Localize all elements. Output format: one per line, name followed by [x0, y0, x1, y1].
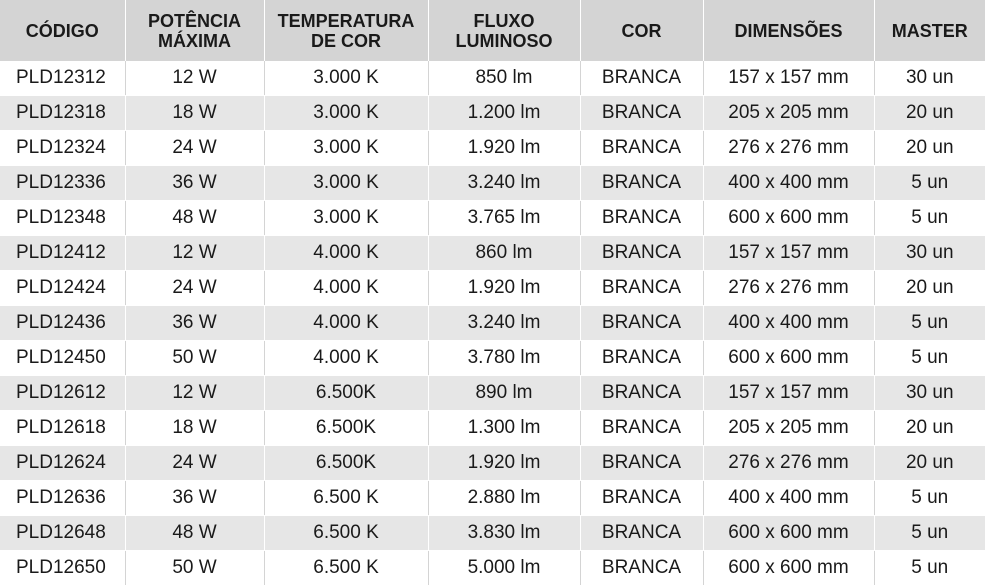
- cell-fluxo: 5.000 lm: [428, 551, 580, 586]
- cell-potencia: 24 W: [125, 446, 264, 481]
- cell-potencia: 36 W: [125, 306, 264, 341]
- cell-master: 20 un: [874, 411, 985, 446]
- cell-temperatura: 4.000 K: [264, 341, 428, 376]
- table-row: [0, 236, 985, 271]
- cell-potencia: 12 W: [125, 61, 264, 96]
- cell-dimensoes: 600 x 600 mm: [703, 551, 874, 586]
- table-row: [0, 166, 985, 201]
- cell-temperatura: 4.000 K: [264, 306, 428, 341]
- cell-cor: BRANCA: [580, 61, 703, 96]
- header-codigo: CÓDIGO: [0, 0, 125, 61]
- cell-dimensoes: 400 x 400 mm: [703, 481, 874, 516]
- cell-cor: BRANCA: [580, 131, 703, 166]
- cell-fluxo: 890 lm: [428, 376, 580, 411]
- header-cor: COR: [580, 0, 703, 61]
- table-row: [0, 201, 985, 236]
- cell-potencia: 24 W: [125, 271, 264, 306]
- cell-codigo: PLD12636: [0, 481, 125, 516]
- cell-dimensoes: 205 x 205 mm: [703, 411, 874, 446]
- cell-dimensoes: 276 x 276 mm: [703, 446, 874, 481]
- cell-fluxo: 3.765 lm: [428, 201, 580, 236]
- cell-fluxo: 1.300 lm: [428, 411, 580, 446]
- cell-fluxo: 2.880 lm: [428, 481, 580, 516]
- cell-fluxo: 1.920 lm: [428, 271, 580, 306]
- cell-temperatura: 6.500K: [264, 411, 428, 446]
- cell-dimensoes: 276 x 276 mm: [703, 271, 874, 306]
- cell-dimensoes: 400 x 400 mm: [703, 166, 874, 201]
- table-row: [0, 96, 985, 131]
- table-row: [0, 446, 985, 481]
- header-temperatura-de-cor: TEMPERATURA DE COR: [264, 0, 428, 61]
- cell-dimensoes: 157 x 157 mm: [703, 236, 874, 271]
- cell-master: 5 un: [874, 341, 985, 376]
- cell-codigo: PLD12624: [0, 446, 125, 481]
- cell-dimensoes: 157 x 157 mm: [703, 61, 874, 96]
- cell-fluxo: 1.920 lm: [428, 446, 580, 481]
- cell-temperatura: 3.000 K: [264, 166, 428, 201]
- cell-potencia: 12 W: [125, 376, 264, 411]
- cell-master: 5 un: [874, 516, 985, 551]
- cell-potencia: 18 W: [125, 411, 264, 446]
- cell-codigo: PLD12436: [0, 306, 125, 341]
- header-row: [0, 0, 985, 61]
- cell-master: 20 un: [874, 131, 985, 166]
- cell-potencia: 36 W: [125, 481, 264, 516]
- cell-codigo: PLD12650: [0, 551, 125, 586]
- table-row: [0, 61, 985, 96]
- cell-codigo: PLD12412: [0, 236, 125, 271]
- cell-fluxo: 850 lm: [428, 61, 580, 96]
- cell-codigo: PLD12618: [0, 411, 125, 446]
- cell-codigo: PLD12648: [0, 516, 125, 551]
- cell-temperatura: 6.500 K: [264, 481, 428, 516]
- cell-cor: BRANCA: [580, 201, 703, 236]
- cell-potencia: 48 W: [125, 516, 264, 551]
- header-potencia-maxima: POTÊNCIA MÁXIMA: [125, 0, 264, 61]
- table-row: [0, 551, 985, 586]
- cell-master: 30 un: [874, 236, 985, 271]
- cell-cor: BRANCA: [580, 341, 703, 376]
- cell-master: 5 un: [874, 481, 985, 516]
- cell-codigo: PLD12450: [0, 341, 125, 376]
- cell-temperatura: 3.000 K: [264, 131, 428, 166]
- table-row: [0, 411, 985, 446]
- table-row: [0, 271, 985, 306]
- cell-fluxo: 3.780 lm: [428, 341, 580, 376]
- cell-fluxo: 1.200 lm: [428, 96, 580, 131]
- header-fluxo-luminoso: FLUXO LUMINOSO: [428, 0, 580, 61]
- cell-cor: BRANCA: [580, 271, 703, 306]
- table-row: [0, 341, 985, 376]
- cell-potencia: 12 W: [125, 236, 264, 271]
- cell-codigo: PLD12324: [0, 131, 125, 166]
- header-dimensoes: DIMENSÕES: [703, 0, 874, 61]
- cell-codigo: PLD12612: [0, 376, 125, 411]
- cell-master: 5 un: [874, 201, 985, 236]
- cell-codigo: PLD12336: [0, 166, 125, 201]
- cell-dimensoes: 400 x 400 mm: [703, 306, 874, 341]
- cell-master: 20 un: [874, 96, 985, 131]
- table-row: [0, 516, 985, 551]
- cell-dimensoes: 600 x 600 mm: [703, 341, 874, 376]
- cell-fluxo: 3.240 lm: [428, 166, 580, 201]
- cell-cor: BRANCA: [580, 236, 703, 271]
- cell-temperatura: 6.500K: [264, 446, 428, 481]
- cell-dimensoes: 600 x 600 mm: [703, 201, 874, 236]
- table-body: [0, 61, 985, 586]
- cell-codigo: PLD12318: [0, 96, 125, 131]
- cell-master: 5 un: [874, 306, 985, 341]
- cell-potencia: 50 W: [125, 341, 264, 376]
- cell-temperatura: 4.000 K: [264, 236, 428, 271]
- cell-cor: BRANCA: [580, 446, 703, 481]
- cell-cor: BRANCA: [580, 96, 703, 131]
- cell-cor: BRANCA: [580, 411, 703, 446]
- header-master: MASTER: [874, 0, 985, 61]
- cell-temperatura: 6.500 K: [264, 516, 428, 551]
- cell-temperatura: 3.000 K: [264, 96, 428, 131]
- cell-dimensoes: 157 x 157 mm: [703, 376, 874, 411]
- cell-temperatura: 4.000 K: [264, 271, 428, 306]
- table-row: [0, 306, 985, 341]
- table-row: [0, 481, 985, 516]
- cell-potencia: 50 W: [125, 551, 264, 586]
- cell-temperatura: 6.500K: [264, 376, 428, 411]
- cell-cor: BRANCA: [580, 481, 703, 516]
- cell-dimensoes: 205 x 205 mm: [703, 96, 874, 131]
- cell-cor: BRANCA: [580, 516, 703, 551]
- table-row: [0, 376, 985, 411]
- cell-potencia: 36 W: [125, 166, 264, 201]
- cell-cor: BRANCA: [580, 306, 703, 341]
- cell-codigo: PLD12312: [0, 61, 125, 96]
- cell-temperatura: 3.000 K: [264, 201, 428, 236]
- cell-master: 5 un: [874, 551, 985, 586]
- cell-cor: BRANCA: [580, 166, 703, 201]
- cell-potencia: 48 W: [125, 201, 264, 236]
- cell-master: 5 un: [874, 166, 985, 201]
- cell-fluxo: 860 lm: [428, 236, 580, 271]
- cell-codigo: PLD12348: [0, 201, 125, 236]
- cell-master: 30 un: [874, 61, 985, 96]
- cell-master: 30 un: [874, 376, 985, 411]
- cell-dimensoes: 276 x 276 mm: [703, 131, 874, 166]
- cell-dimensoes: 600 x 600 mm: [703, 516, 874, 551]
- cell-master: 20 un: [874, 446, 985, 481]
- cell-cor: BRANCA: [580, 376, 703, 411]
- cell-temperatura: 6.500 K: [264, 551, 428, 586]
- cell-cor: BRANCA: [580, 551, 703, 586]
- cell-codigo: PLD12424: [0, 271, 125, 306]
- cell-potencia: 18 W: [125, 96, 264, 131]
- cell-master: 20 un: [874, 271, 985, 306]
- cell-potencia: 24 W: [125, 131, 264, 166]
- table-row: [0, 131, 985, 166]
- cell-temperatura: 3.000 K: [264, 61, 428, 96]
- cell-fluxo: 3.830 lm: [428, 516, 580, 551]
- cell-fluxo: 3.240 lm: [428, 306, 580, 341]
- cell-fluxo: 1.920 lm: [428, 131, 580, 166]
